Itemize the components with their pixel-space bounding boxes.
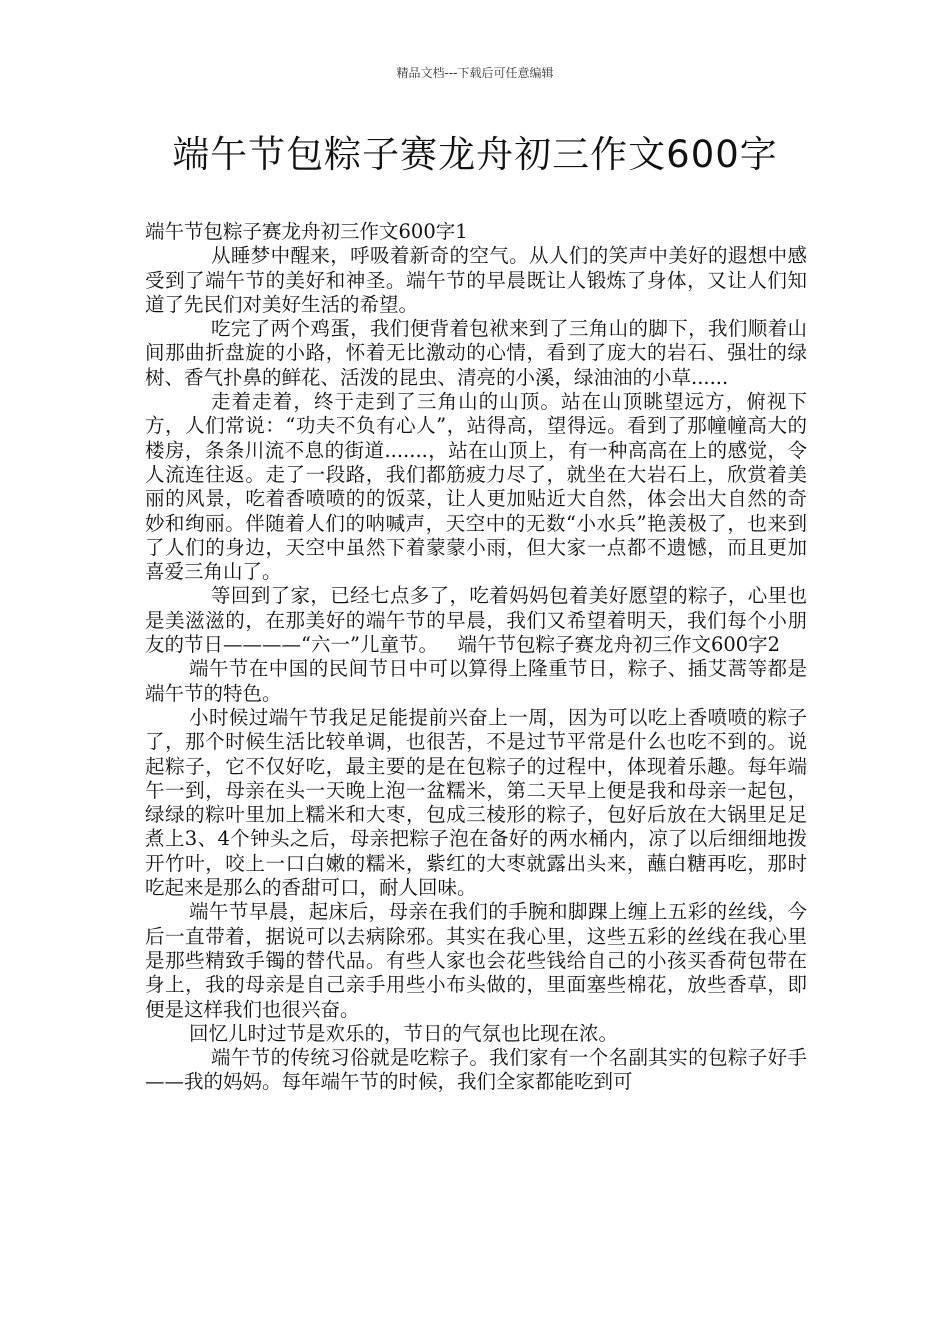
essay-2-paragraph-1: 端午节在中国的民间节日中可以算得上隆重节日，粽子、插艾蒿等都是端午节的特色。 bbox=[145, 657, 807, 705]
essay-1-paragraph-2: 吃完了两个鸡蛋，我们便背着包袱来到了三角山的脚下，我们顺着山间那曲折盘旋的小路，怀着无比激动的心情，看到了庞大的岩石、强壮的绿树、香气扑鼻的鲜花、活泼的昆虫、清亮的小溪，绿油油的小草...... bbox=[145, 317, 807, 389]
essay-2-paragraph-5: 端午节的传统习俗就是吃粽子。我们家有一个名副其实的包粽子好手——我的妈妈。每年端午节的时候，我们全家都能吃到可 bbox=[145, 1046, 807, 1094]
essay-2-paragraph-4: 回忆儿时过节是欢乐的，节日的气氛也比现在浓。 bbox=[189, 1021, 619, 1045]
essay-2-paragraph-2: 小时候过端午节我足足能提前兴奋上一周，因为可以吃上香喷喷的粽子了，那个时候生活比较单调，也很苦，不是过节平常是什么也吃不到的。说起粽子，它不仅好吃，最主要的是在包粽子的过程中，体现着乐趣。每年端午一到，母亲在头一天晚上泡一盆糯米，第二天早上便是我和母亲一起包，绿绿的粽叶里加上糯米和大枣，包成三棱形的粽子，包好后放在大锅里足足煮上3、4个钟头之后，母亲把粽子泡在备好的两水桶内，凉了以后细细地拨开竹叶，咬上一口白嫩的糯米，紫红的大枣就露出头来，蘸白糖再吃，那时吃起来是那么的香甜可口，耐人回味。 bbox=[145, 705, 807, 900]
essay-1-paragraph-1: 从睡梦中醒来，呼吸着新奇的空气。从人们的笑声中美好的遐想中感受到了端午节的美好和神圣。端午节的早晨既让人锻炼了身体，又让人们知道了先民们对美好生活的希望。 bbox=[145, 244, 807, 316]
essay-1-paragraph-4 bbox=[145, 584, 807, 657]
document-title: 端午节包粽子赛龙舟初三作文600字 bbox=[172, 133, 778, 176]
document-body bbox=[145, 220, 807, 1095]
essay-1-paragraph-3: 走着走着，终于走到了三角山的山顶。站在山顶眺望远方，俯视下方，人们常说：“功夫不负有心人”，站得高，望得远。看到了那幢幢高大的楼房，条条川流不息的街道.......，站在山顶上，有一种高高在上的感觉，令人流连往返。走了一段路，我们都筋疲力尽了，就坐在大岩石上，欣赏着美丽的风景，吃着香喷喷的的饭菜，让人更加贴近大自然，体会出大自然的奇妙和绚丽。伴随着人们的呐喊声，天空中的无数“小水兵”艳羡极了，也来到了人们的身边，天空中虽然下着蒙蒙小雨，但大家一点都不遗憾，而且更加喜爱三角山了。 bbox=[145, 390, 807, 584]
essay-1-paragraph-4-text: 等回到了家，已经七点多了，吃着妈妈包着美好愿望的粽子，心里也是美滋滋的，在那美好的端午节的早晨，我们又希望着明天，我们每个小朋友的节日————“六一”儿童节。 bbox=[145, 584, 807, 657]
essay-2-heading: 端午节包粽子赛龙舟初三作文600字2 bbox=[457, 633, 781, 657]
essay-1-heading: 端午节包粽子赛龙舟初三作文600字1 bbox=[145, 220, 468, 243]
page-header: 精品文档---下载后可任意编辑 bbox=[396, 66, 554, 80]
essay-2-paragraph-3: 端午节早晨，起床后，母亲在我们的手腕和脚踝上缠上五彩的丝线，今后一直带着，据说可以去病除邪。其实在我心里，这些五彩的丝线在我心里是那些精致手镯的替代品。有些人家也会花些钱给自己的小孩买香荷包带在身上，我的母亲是自己亲手用些小布头做的，里面塞些棉花，放些香草，即便是这样我们也很兴奋。 bbox=[145, 900, 807, 1021]
